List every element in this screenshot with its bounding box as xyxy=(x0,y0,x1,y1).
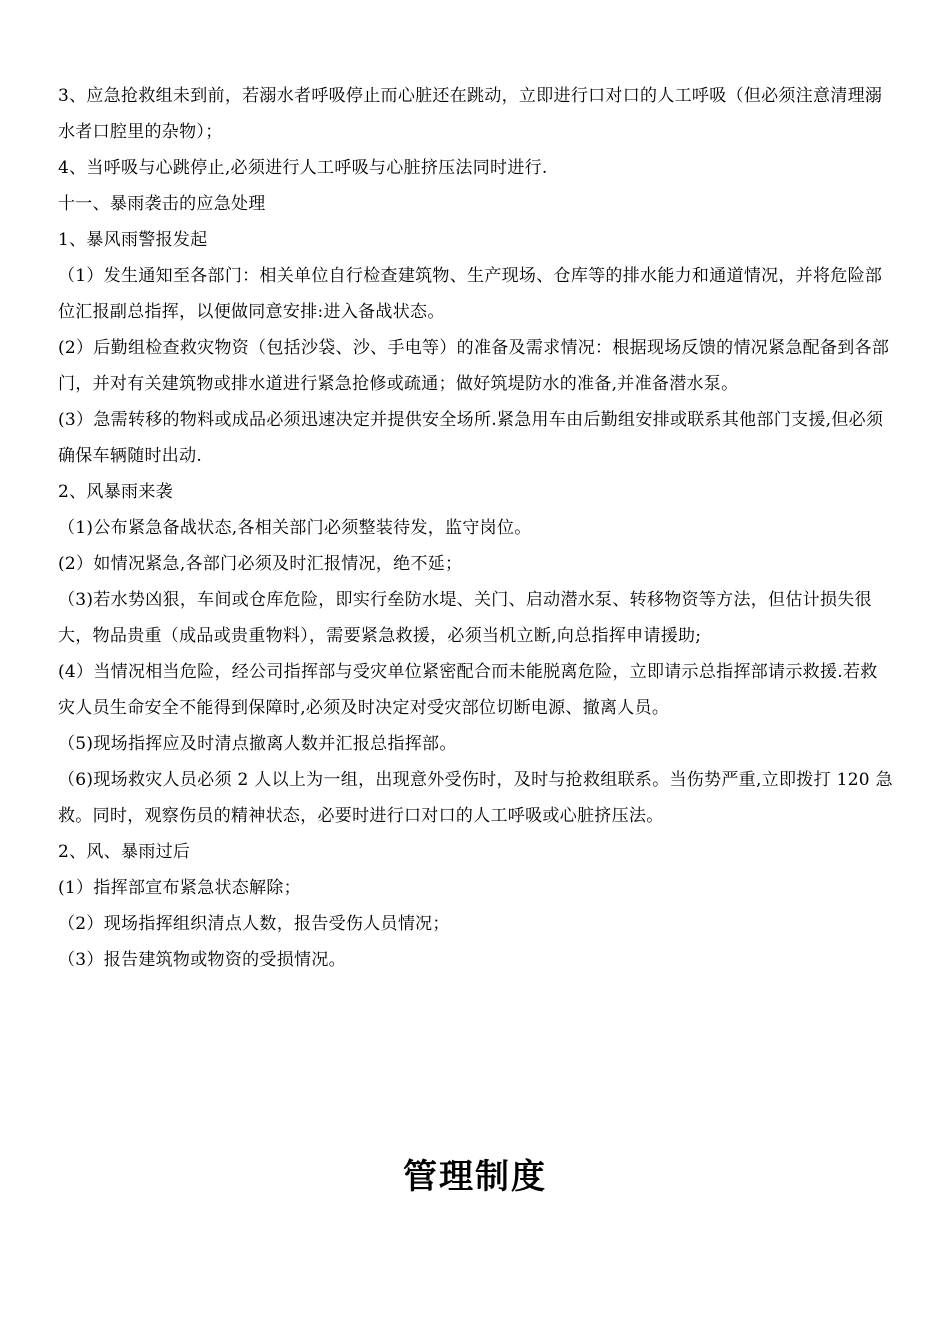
paragraph-alert-item-2: (2）后勤组检查救灾物资（包括沙袋、沙、手电等）的准备及需求情况：根据现场反馈的情况紧急配备到各部门，并对有关建筑物或排水道进行紧急抢修或疏通；做好筑堤防水的准备,并准备潜水泵。 xyxy=(58,338,890,394)
paragraph-arrival-item-3: （3)若水势凶狠，车间或仓库危险，即实行垒防水堤、关门、启动潜水泵、转移物资等方法，但估计损失很大，物品贵重（成品或贵重物料），需要紧急救援，必须当机立断,向总指挥申请援助; xyxy=(58,590,872,646)
subheading-after-storm: 2、风、暴雨过后 xyxy=(58,842,191,862)
paragraph-arrival-item-4: (4）当情况相当危险，经公司指挥部与受灾单位紧密配合而未能脱离危险，立即请示总指挥部请示救援.若救灾人员生命安全不能得到保障时,必须及时决定对受灾部位切断电源、撤离人员。 xyxy=(58,662,878,718)
document-body xyxy=(58,78,894,978)
section-heading-rainstorm: 十一、暴雨袭击的应急处理 xyxy=(58,194,266,214)
subheading-storm-arrival: 2、风暴雨来袭 xyxy=(58,482,173,502)
footer-title: 管理制度 xyxy=(403,1157,547,1197)
paragraph-emergency-step-3: 3、应急抢救组未到前，若溺水者呼吸停止而心脏还在跳动，立即进行口对口的人工呼吸（但必须注意清理溺水者口腔里的杂物）； xyxy=(58,86,883,142)
subheading-storm-alert: 1、暴风雨警报发起 xyxy=(58,230,208,250)
paragraph-after-item-2: （2）现场指挥组织清点人数，报告受伤人员情况； xyxy=(58,914,450,934)
paragraph-emergency-step-4: 4、当呼吸与心跳停止,必须进行人工呼吸与心脏挤压法同时进行. xyxy=(58,158,548,178)
paragraph-arrival-item-6: （6)现场救灾人员必须 2 人以上为一组，出现意外受伤时，及时与抢救组联系。当伤势严重,立即拨打 120 急救。同时，观察伤员的精神状态，必要时进行口对口的人工呼吸或心脏挤压法。 xyxy=(58,770,893,826)
paragraph-alert-item-1: （1）发生通知至各部门：相关单位自行检查建筑物、生产现场、仓库等的排水能力和通道情况，并将危险部位汇报副总指挥，以便做同意安排:进入备战状态。 xyxy=(58,266,883,322)
paragraph-arrival-item-1: （1)公布紧急备战状态,各相关部门必须整装待发，监守岗位。 xyxy=(58,518,532,538)
paragraph-after-item-3: （3）报告建筑物或物资的受损情况。 xyxy=(58,950,346,970)
paragraph-arrival-item-2: (2）如情况紧急,各部门必须及时汇报情况，绝不延； xyxy=(58,554,463,574)
paragraph-alert-item-3: (3）急需转移的物料或成品必须迅速决定并提供安全场所.紧急用车由后勤组安排或联系其他部门支援,但必须确保车辆随时出动. xyxy=(58,410,884,466)
paragraph-after-item-1: (1）指挥部宣布紧急状态解除； xyxy=(58,878,301,898)
paragraph-arrival-item-5: （5)现场指挥应及时清点撤离人数并汇报总指挥部。 xyxy=(58,734,457,754)
